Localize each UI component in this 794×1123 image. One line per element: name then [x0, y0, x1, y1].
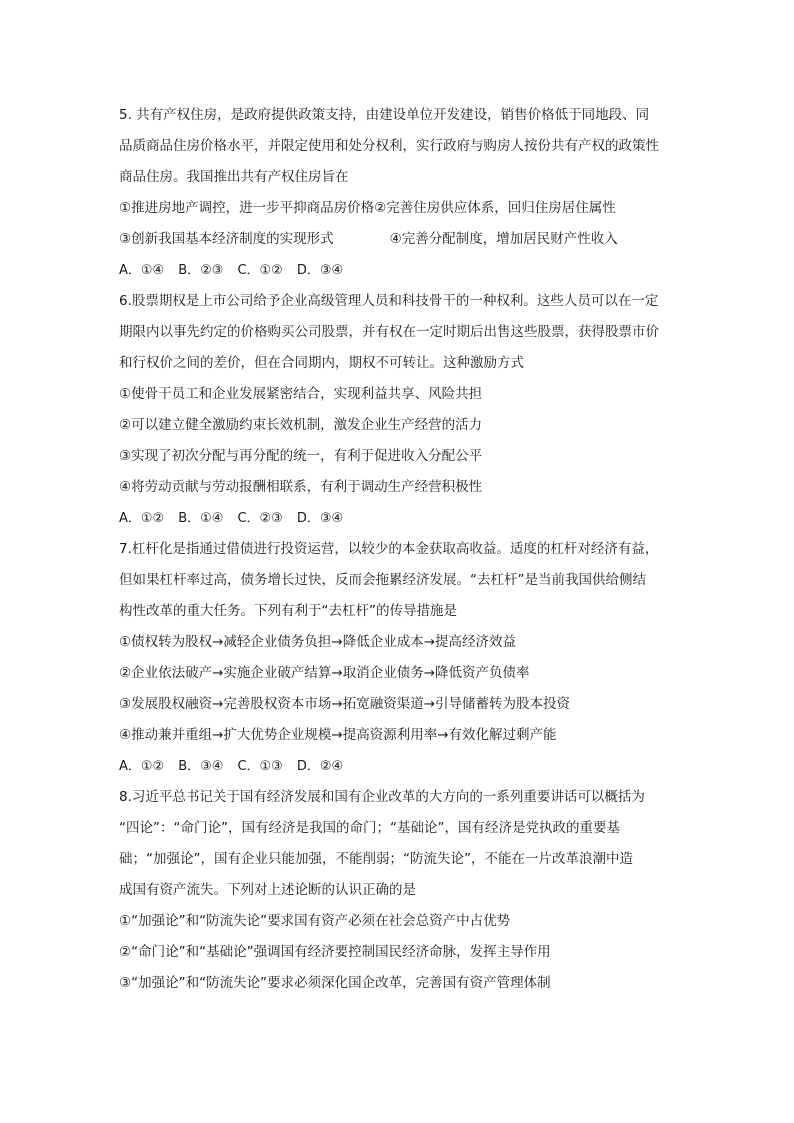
question-7-answer-b[interactable]: B．③④: [178, 759, 224, 774]
question-6-answer-d[interactable]: D．③④: [296, 511, 344, 526]
question-7-stem-line-1: 7.杠杆化是指通过借债进行投资运营，以较少的本金获取高收益。适度的杠杆对经济有益，: [119, 541, 659, 557]
question-5-stem-line-2: 品质商品住房价格水平，并限定使用和处分权利，实行政府与购房人按份共有产权的政策性: [119, 138, 659, 154]
question-8-stem-line-2: “四论”：“命门论”，国有经济是我国的命门；“基础论”，国有经济是党执政的重要基: [119, 820, 620, 836]
question-7-stem-line-3: 构性改革的重大任务。下列有利于“去杠杆”的传导措施是: [119, 603, 457, 619]
question-7-stem-line-2: 但如果杠杆率过高，债务增长过快，反而会拖累经济发展。“去杠杆”是当前我国供给侧结: [119, 572, 646, 588]
question-6-stem-line-2: 期限内以事先约定的价格购买公司股票，并有权在一定时期后出售这些股票，获得股票市价: [119, 324, 659, 340]
question-6: [119, 286, 679, 534]
question-7-option-3: ③发展股权融资→完善股权资本市场→拓宽融资渠道→引导储蓄转为股本投资: [119, 696, 571, 712]
question-6-answers: [119, 503, 679, 534]
question-8-option-2: ②“命门论”和“基础论”强调国有经济要控制国民经济命脉，发挥主导作用: [119, 944, 551, 960]
question-6-answer-b[interactable]: B．①④: [178, 511, 224, 526]
question-6-option-1: ①使骨干员工和企业发展紧密结合，实现利益共享、风险共担: [119, 386, 483, 402]
question-5-stem-line-3: 商品住房。我国推出共有产权住房旨在: [119, 169, 349, 185]
question-7-answer-c[interactable]: C．①③: [237, 759, 283, 774]
question-6-stem-line-3: 和行权价之间的差价，但在合同期内，期权不可转让。这种激励方式: [119, 355, 524, 371]
question-5-option-3: ③创新我国基本经济制度的实现形式: [119, 231, 334, 247]
question-5-stem-line-1: 5. 共有产权住房，是政府提供政策支持，由建设单位开发建设，销售价格低于同地段、同: [119, 107, 650, 123]
question-7: [119, 534, 679, 782]
question-7-answer-a[interactable]: A．①②: [119, 759, 165, 774]
question-5: [119, 100, 679, 286]
question-8: [119, 782, 679, 999]
question-8-option-1: ①“加强论”和“防流失论”要求国有资产必须在社会总资产中占优势: [119, 913, 511, 929]
exam-page: [119, 100, 679, 999]
question-8-stem-line-1: 8.习近平总书记关于国有经济发展和国有企业改革的大方向的一系列重要讲话可以概括为: [119, 789, 645, 805]
question-7-option-1: ①债权转为股权→减轻企业债务负担→降低企业成本→提高经济效益: [119, 634, 517, 650]
question-7-option-4: ④推动兼并重组→扩大优势企业规模→提高资源利用率→有效化解过剩产能: [119, 727, 557, 743]
question-8-stem-line-3: 础；“加强论”，国有企业只能加强，不能削弱；“防流失论”，不能在一片改革浪潮中造: [119, 851, 633, 867]
question-7-option-2: ②企业依法破产→实施企业破产结算→取消企业债务→降低资产负债率: [119, 665, 530, 681]
question-5-answer-a[interactable]: A．①④: [119, 263, 165, 278]
question-5-answers: [119, 255, 679, 286]
question-6-answer-c[interactable]: C．②③: [237, 511, 283, 526]
question-6-option-3: ③实现了初次分配与再分配的统一，有利于促进收入分配公平: [119, 448, 483, 464]
question-5-option-row-3-4: [119, 224, 679, 255]
question-5-answer-b[interactable]: B．②③: [178, 263, 224, 278]
question-5-answer-c[interactable]: C．①②: [237, 263, 283, 278]
question-6-option-4: ④将劳动贡献与劳动报酬相联系，有利于调动生产经营积极性: [119, 479, 483, 495]
question-8-option-3: ③“加强论”和“防流失论”要求必须深化国企改革，完善国有资产管理体制: [119, 975, 551, 991]
question-7-answer-d[interactable]: D．②④: [296, 759, 344, 774]
question-5-option-4: ④完善分配制度，增加居民财产性收入: [389, 231, 618, 247]
question-8-stem-line-4: 成国有资产流失。下列对上述论断的认识正确的是: [119, 882, 416, 898]
question-5-answer-d[interactable]: D．③④: [296, 263, 344, 278]
question-7-answers: [119, 751, 679, 782]
question-6-stem-line-1: 6.股票期权是上市公司给予企业高级管理人员和科技骨干的一种权利。这些人员可以在一定: [119, 293, 659, 309]
question-5-option-1-2: ①推进房地产调控，进一步平抑商品房价格②完善住房供应体系，回归住房居住属性: [119, 200, 616, 216]
question-6-answer-a[interactable]: A．①②: [119, 511, 165, 526]
question-6-option-2: ②可以建立健全激励约束长效机制，激发企业生产经营的活力: [119, 417, 483, 433]
